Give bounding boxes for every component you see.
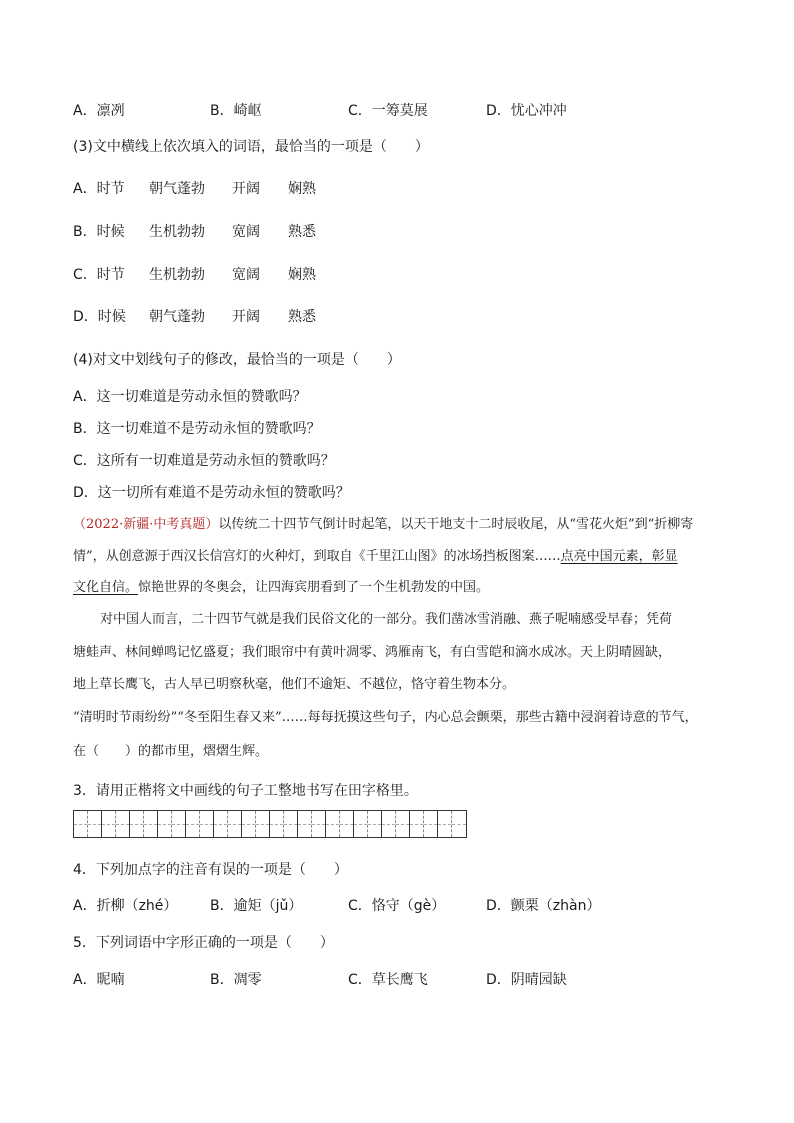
- passage-line-3: [73, 578, 489, 598]
- question-4-stem: 4．下列加点字的注音有误的一项是（ ）: [73, 862, 348, 878]
- q3-option-c-1: C．时节: [73, 267, 125, 283]
- q3-option-b-2: 生机勃勃: [149, 224, 205, 240]
- q2-option-a: A．凛冽: [73, 103, 125, 119]
- q3-option-c-3: 宽阔: [232, 267, 260, 283]
- q3-option-a-3: 开阔: [232, 181, 260, 197]
- question-5-option-c: C．草长鹰飞: [348, 972, 428, 988]
- q4-stem: (4)对文中划线句子的修改，最恰当的一项是（ ）: [73, 352, 401, 368]
- q3-option-b-1: B．时候: [73, 224, 125, 240]
- question-4-option-a: A．折柳（zhé）: [73, 898, 178, 914]
- q4-option-b: B．这一切难道不是劳动永恒的赞歌吗？: [73, 421, 321, 437]
- q2-option-b: B．崎岖: [210, 103, 262, 119]
- question-5-stem: 5．下列词语中字形正确的一项是（ ）: [73, 935, 334, 951]
- passage-text: 惊艳世界的冬奥会，让四海宾朋看到了一个生机勃发的中国。: [138, 580, 490, 595]
- passage-text: 以传统二十四节气倒计时起笔，以天干地支十二时辰收尾，从“雪花火炬”到“折柳寄: [218, 517, 694, 532]
- q3-option-a-1: A．时节: [73, 181, 125, 197]
- q4-option-a: A．这一切难道是劳动永恒的赞歌吗？: [73, 389, 307, 405]
- q3-option-a-2: 朝气蓬勃: [149, 181, 205, 197]
- q3-stem: (3)文中横线上依次填入的词语，最恰当的一项是（ ）: [73, 139, 429, 155]
- question-3-stem: 3．请用正楷将文中画线的句子工整地书写在田字格里。: [73, 783, 418, 799]
- q4-option-c: C．这所有一切难道是劳动永恒的赞歌吗？: [73, 453, 335, 469]
- q3-option-d-4: 熟悉: [288, 309, 316, 325]
- q3-option-c-2: 生机勃勃: [149, 267, 205, 283]
- passage-line-1: [73, 515, 693, 535]
- passage-text: 情”，从创意源于西汉长信宫灯的火种灯，到取自《千里江山图》的冰场挡板图案……: [73, 549, 561, 564]
- q3-option-d-3: 开阔: [232, 309, 260, 325]
- passage-line-7: “清明时节雨纷纷”“冬至阳生春又来”……每每抚摸这些句子，内心总会颤栗，那些古籍中浸润着诗意的节气，: [73, 710, 698, 725]
- question-4-option-d: D．颤栗（zhàn）: [486, 898, 601, 914]
- question-4-option-b: B．逾矩（jǔ）: [210, 898, 303, 914]
- tianzige-grid[interactable]: [73, 810, 467, 838]
- underlined-sentence: 文化自信。: [73, 580, 139, 595]
- underlined-sentence: 点亮中国元素，彰显: [560, 549, 678, 564]
- passage-line-6: 地上草长鹰飞，古人早已明察秋毫，他们不逾矩、不越位，恪守着生物本分。: [73, 677, 516, 692]
- passage-line-2: [73, 547, 678, 567]
- q3-option-a-4: 娴熟: [288, 181, 316, 197]
- q3-option-b-3: 宽阔: [232, 224, 260, 240]
- q2-option-c: C．一筹莫展: [348, 103, 428, 119]
- passage-line-8: 在（ ）的都市里，熠熠生辉。: [73, 744, 269, 759]
- question-4-option-c: C．恪守（gè）: [348, 898, 446, 914]
- passage-line-4: 对中国人而言，二十四节气就是我们民俗文化的一部分。我们凿冰雪消融、燕子呢喃感受早春；凭荷: [100, 612, 673, 627]
- question-5-option-a: A．昵喃: [73, 972, 125, 988]
- q3-option-c-4: 娴熟: [288, 267, 316, 283]
- q3-option-d-2: 朝气蓬勃: [149, 309, 205, 325]
- q4-option-d: D．这一切所有难道不是劳动永恒的赞歌吗？: [73, 485, 350, 501]
- passage-line-5: 塘蛙声、林间蝉鸣记忆盛夏；我们眼帘中有黄叶凋零、鸿雁南飞，有白雪皑和滴水成冰。天上阴晴圆缺，: [73, 645, 672, 660]
- q3-option-b-4: 熟悉: [288, 224, 316, 240]
- question-5-option-b: B．凋零: [210, 972, 262, 988]
- source-label: （2022·新疆·中考真题）: [73, 517, 219, 532]
- q2-option-d: D．忧心冲冲: [486, 103, 567, 119]
- question-5-option-d: D．阴晴园缺: [486, 972, 567, 988]
- q3-option-d-1: D．时候: [73, 309, 126, 325]
